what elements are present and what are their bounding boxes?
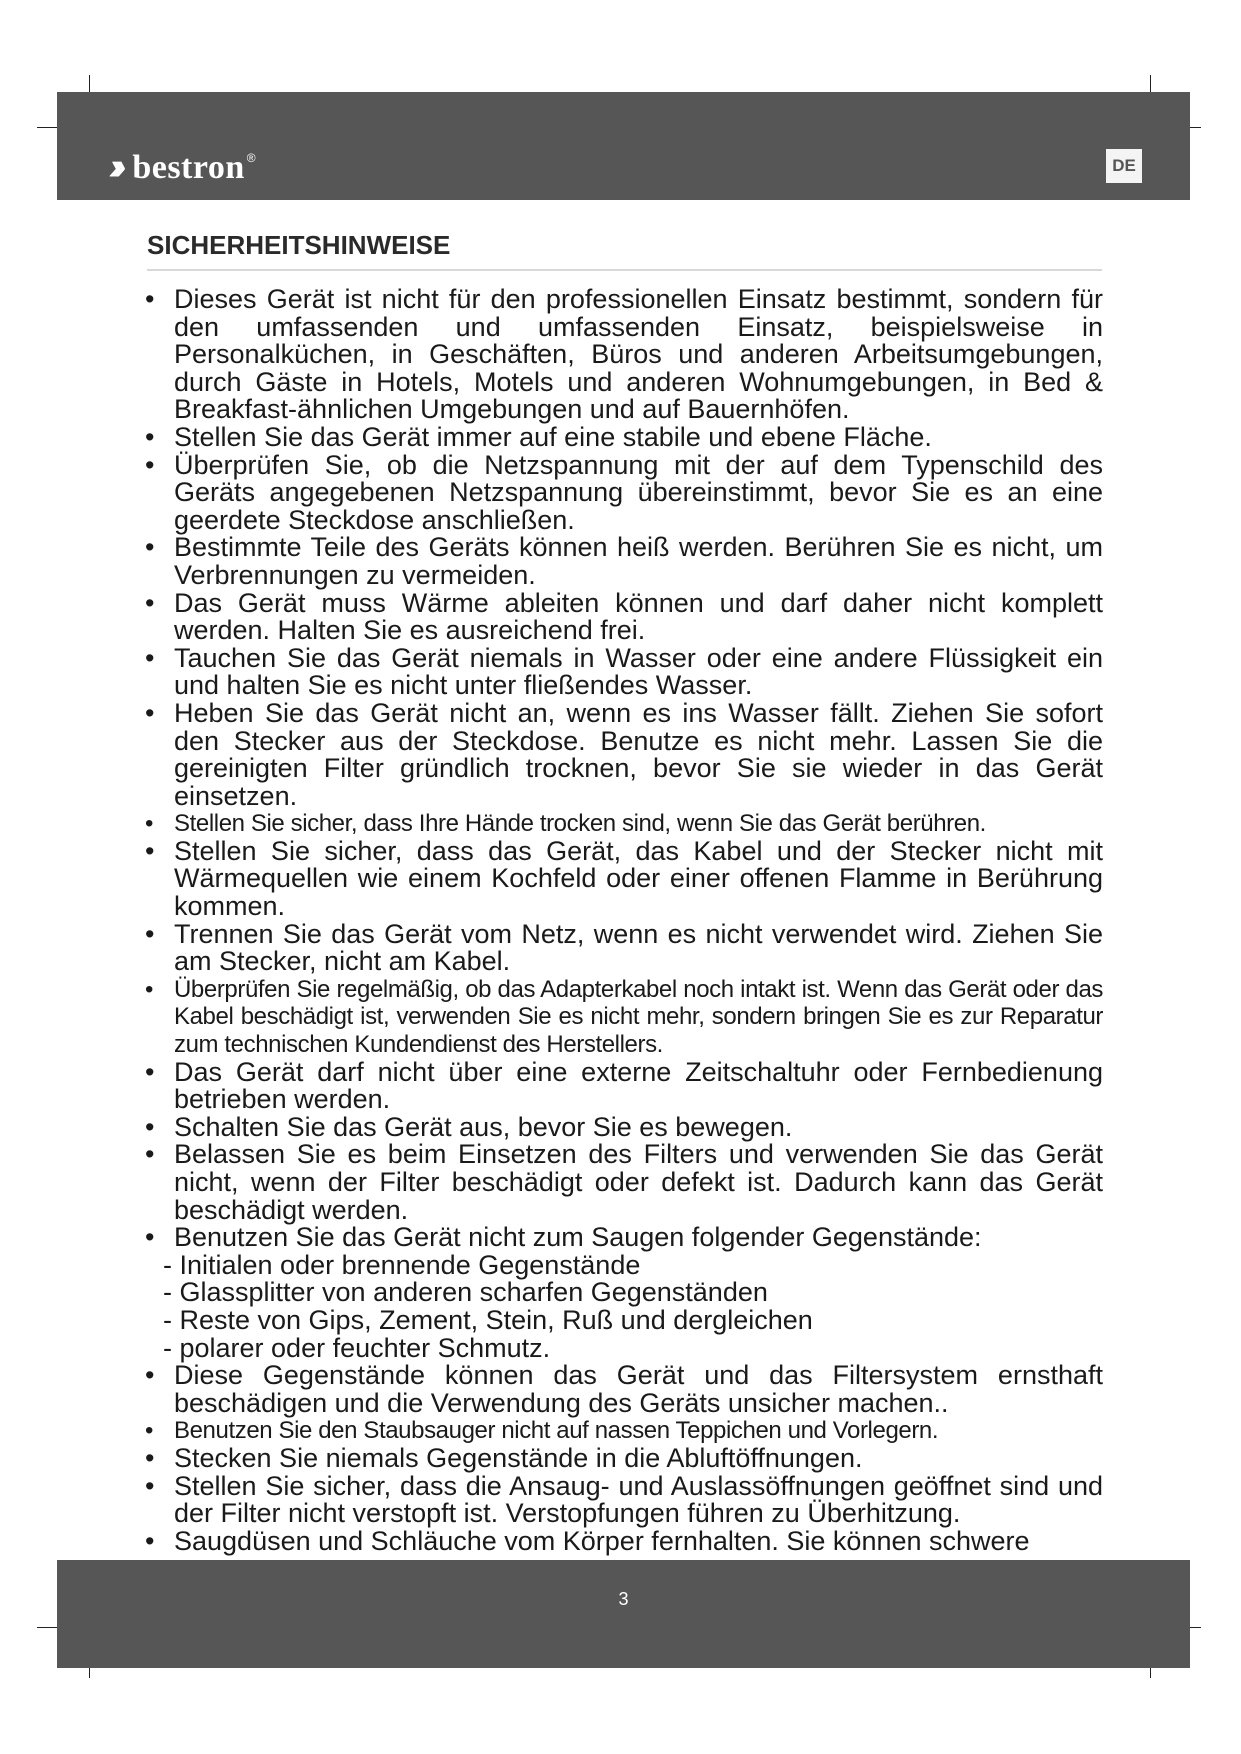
list-item: • Saugdüsen und Schläuche vom Körper fernhalten. Sie können schwere: [143, 1528, 1103, 1556]
list-item: • Belassen Sie es beim Einsetzen des Filters und verwenden Sie das Gerät nicht, wenn der Filter beschädigt oder defekt ist. Dadurch kann das Gerät beschädigt werden.: [143, 1141, 1103, 1224]
instruction-list: [143, 286, 1103, 1555]
list-item: • Benutzen Sie das Gerät nicht zum Saugen folgender Gegenstände:: [143, 1224, 1103, 1252]
language-badge: DE: [1106, 149, 1142, 183]
brand-name: bestron: [132, 148, 245, 186]
list-item: • Überprüfen Sie regelmäßig, ob das Adapterkabel noch intakt ist. Wenn das Gerät oder das Kabel beschädigt ist, verwenden Sie es nicht mehr, sondern bringen Sie es zur Reparatur zum technischen Kundendienst des Herstellers.: [143, 976, 1103, 1059]
title-divider: [147, 269, 1102, 271]
list-item: • Stellen Sie sicher, dass das Gerät, das Kabel und der Stecker nicht mit Wärmequellen wie einem Kochfeld oder einer offenen Flamme in Berührung kommen.: [143, 838, 1103, 921]
list-item: • Bestimmte Teile des Geräts können heiß werden. Berühren Sie es nicht, um Verbrennungen zu vermeiden.: [143, 534, 1103, 589]
list-item: • Überprüfen Sie, ob die Netzspannung mit der auf dem Typenschild des Geräts angegebenen Netzspannung übereinstimmt, bevor Sie es an eine geerdete Steckdose anschließen.: [143, 452, 1103, 535]
sub-list-item: - Initialen oder brennende Gegenstände: [163, 1249, 641, 1280]
chevron-logo-icon: ››: [109, 146, 119, 188]
sub-list-item: - Glassplitter von anderen scharfen Gegenständen: [163, 1277, 768, 1308]
section-title: SICHERHEITSHINWEISE: [147, 230, 451, 260]
header-bar: [57, 92, 1190, 200]
list-item: • Trennen Sie das Gerät vom Netz, wenn es nicht verwendet wird. Ziehen Sie am Stecker, nicht am Kabel.: [143, 921, 1103, 976]
list-item: • Schalten Sie das Gerät aus, bevor Sie es bewegen.: [143, 1114, 1103, 1142]
list-item: • Heben Sie das Gerät nicht an, wenn es ins Wasser fällt. Ziehen Sie sofort den Stecker aus der Steckdose. Benutze es nicht mehr. Lassen Sie die gereinigten Filter gründlich trocknen, bevor Sie sie wieder in das Gerät einsetzen.: [143, 700, 1103, 810]
list-item: • Das Gerät muss Wärme ableiten können und darf daher nicht komplett werden. Halten Sie es ausreichend frei.: [143, 590, 1103, 645]
list-item: • Diese Gegenstände können das Gerät und das Filtersystem ernsthaft beschädigen und die Verwendung des Geräts unsicher machen..: [143, 1362, 1103, 1417]
page-number: 3: [618, 1589, 629, 1609]
list-item: • Das Gerät darf nicht über eine externe Zeitschaltuhr oder Fernbedienung betrieben werden.: [143, 1059, 1103, 1114]
registered-mark: ®: [246, 150, 256, 165]
list-item: • Stellen Sie sicher, dass die Ansaug- und Auslassöffnungen geöffnet sind und der Filter nicht verstopft ist. Verstopfungen führen zu Überhitzung.: [143, 1473, 1103, 1528]
footer-bar: [57, 1560, 1190, 1668]
safety-instructions: [143, 286, 1103, 1555]
sub-list-item: - Reste von Gips, Zement, Stein, Ruß und dergleichen: [163, 1304, 813, 1335]
list-item: • Stellen Sie sicher, dass Ihre Hände trocken sind, wenn Sie das Gerät berühren.: [143, 810, 1103, 838]
list-item: • Stecken Sie niemals Gegenstände in die Abluftöffnungen.: [143, 1445, 1103, 1473]
list-item: • Benutzen Sie den Staubsauger nicht auf nassen Teppichen und Vorlegern.: [143, 1417, 1103, 1445]
list-item: • Tauchen Sie das Gerät niemals in Wasser oder eine andere Flüssigkeit ein und halten Sie es nicht unter fließendes Wasser.: [143, 645, 1103, 700]
list-item: • Stellen Sie das Gerät immer auf eine stabile und ebene Fläche.: [143, 424, 1103, 452]
brand-logo: [109, 146, 256, 189]
sub-list-item: - polarer oder feuchter Schmutz.: [163, 1332, 551, 1363]
list-item: • Dieses Gerät ist nicht für den professionellen Einsatz bestimmt, sondern für den umfassenden und umfassenden Einsatz, beispielsweise in Personalküchen, in Geschäften, Büros und anderen Arbeitsumgebungen, durch Gäste in Hotels, Motels und anderen Wohnumgebungen, in Bed & Breakfast-ähnlichen Umgebungen und auf Bauernhöfen.: [143, 286, 1103, 424]
